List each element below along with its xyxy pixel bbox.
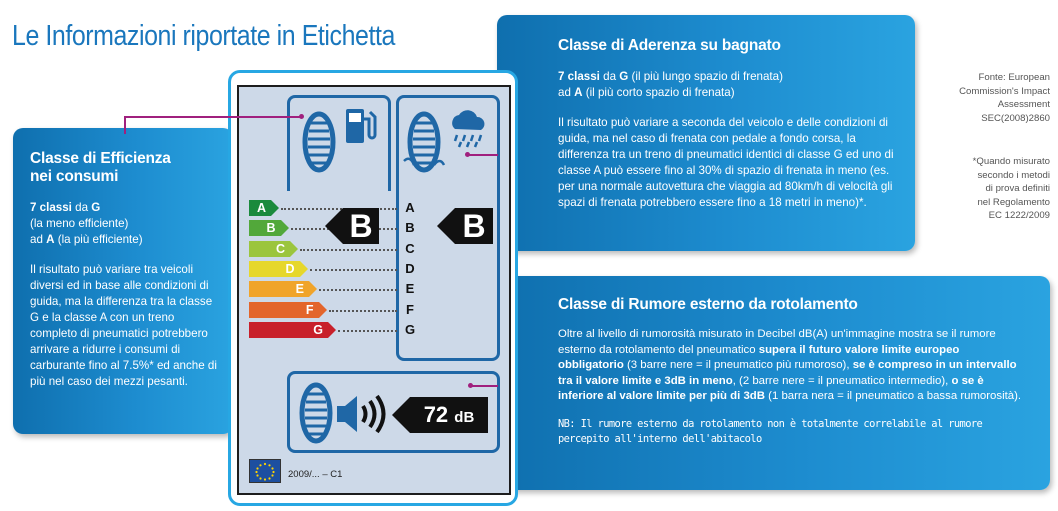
wet-leader-dot	[465, 152, 470, 157]
wet-class-f: F	[406, 301, 414, 317]
fuel-class-bar-c: C	[249, 241, 290, 257]
fuel-class-bar-b: B	[249, 220, 281, 236]
noise-body: Oltre al livello di rumorosità misurato in Decibel dB(A) un'immagine mostra se il rumore esterno da rotolamento del pneumatico supera il futuro valore limite europeo obbligatorio (3 barre nere = il pneumatico più rumoroso), se è compreso in un intervallo tra il valore limite e 3dB in meno, (2 barre nere = il pneumatico intermedio), o se è inferiore al valore limite per più di 3dB (1 barra nera = il pneumatico a bassa rumorosità).	[558, 328, 1022, 403]
fuel-class-bar-e: E	[249, 281, 309, 297]
fuel-class-dots	[310, 269, 398, 271]
noise-heading: Classe di Rumore esterno da rotolamento	[558, 296, 858, 313]
wet-class-g: G	[404, 321, 416, 337]
fuel-leader-dot	[299, 114, 304, 119]
wet-class-b: B	[405, 220, 415, 236]
fuel-class-dots	[300, 249, 397, 251]
fuel-class-dots	[319, 289, 397, 291]
tyre-icon	[294, 382, 338, 444]
fuel-class-bar-d: D	[249, 261, 300, 277]
speaker-icon	[335, 392, 387, 436]
fuel-classes-text: 7 classi da G (la meno efficiente) ad A (la più efficiente)	[30, 201, 143, 246]
fuel-efficiency-panel	[13, 128, 233, 434]
fuel-leader-vertical	[124, 116, 126, 134]
fuel-class-bar-g: G	[249, 322, 328, 338]
noise-value-arrow	[410, 397, 488, 433]
noise-panel	[497, 276, 1050, 490]
fuel-efficiency-heading: Classe di Efficienza nei consumi	[30, 150, 171, 185]
wet-class-e: E	[405, 281, 415, 297]
eu-flag-stars	[252, 461, 278, 481]
fuel-leader-horizontal	[124, 116, 302, 118]
fuel-rating-arrow: B	[343, 208, 379, 244]
fuel-pump-icon	[343, 107, 377, 145]
fuel-class-bar-a: A	[249, 200, 271, 216]
noise-note: NB: Il rumore esterno da rotolamento non è totalmente correlabile al rumore percepito all'interno dell'abitacolo	[558, 417, 983, 445]
fuel-efficiency-body: Il risultato può variare tra veicoli diversi ed in base alle condizioni di guida, ma la differenza tra la classe G e la classe A con un treno completo di pneumatici potrebbero arrivare a ridurre i consumi di carburante fino al 7.5%* ed anche di più nel caso dei mezzi pesanti.	[30, 263, 217, 388]
wet-grip-heading: Classe di Aderenza su bagnato	[558, 37, 781, 54]
label-footer: 2009/... – C1	[288, 469, 343, 480]
rain-cloud-icon	[447, 107, 491, 149]
wet-grip-body: Il risultato può variare a seconda del veicolo e delle condizioni di guida, ma nel caso di frenata con pedale a fondo corsa, la differenza tra un treno di pneumatici identici di classe G ed uno di classe A può essere fino al 30% di spazio di frenata in meno (es. per una normale autovettura che viaggia ad 80km/h di velocità gli spazi di frenata potrebbero essere fino a 18 metri in meno)*.	[558, 116, 894, 209]
wet-grip-rating-arrow: B	[455, 208, 493, 244]
fuel-class-dots	[329, 310, 398, 312]
wet-grip-panel	[497, 15, 915, 251]
wet-class-a: A	[405, 200, 415, 215]
wet-grip-classes-text: 7 classi da G (il più lungo spazio di frenata) ad A (il più corto spazio di frenata)	[558, 70, 783, 99]
tyre-icon	[297, 111, 341, 173]
noise-leader	[471, 385, 498, 387]
wet-class-d: D	[405, 260, 415, 276]
tyre-icon	[402, 111, 446, 173]
fuel-class-dots	[338, 330, 397, 332]
footnote: *Quando misurato secondo i metodi di prova definiti nel Regolamento EC 1222/2009	[972, 156, 1050, 222]
wet-leader	[468, 154, 498, 156]
noise-leader-dot	[468, 383, 473, 388]
source-note: Fonte: European Commission's Impact Assessment SEC(2008)2860	[959, 72, 1050, 124]
noise-value: 72	[423, 402, 449, 427]
wet-class-c: C	[405, 240, 415, 256]
page-title: Le Informazioni riportate in Etichetta	[12, 20, 395, 52]
fuel-class-bar-f: F	[249, 302, 319, 318]
noise-unit: dB	[454, 409, 475, 426]
eu-tyre-label	[237, 85, 511, 495]
